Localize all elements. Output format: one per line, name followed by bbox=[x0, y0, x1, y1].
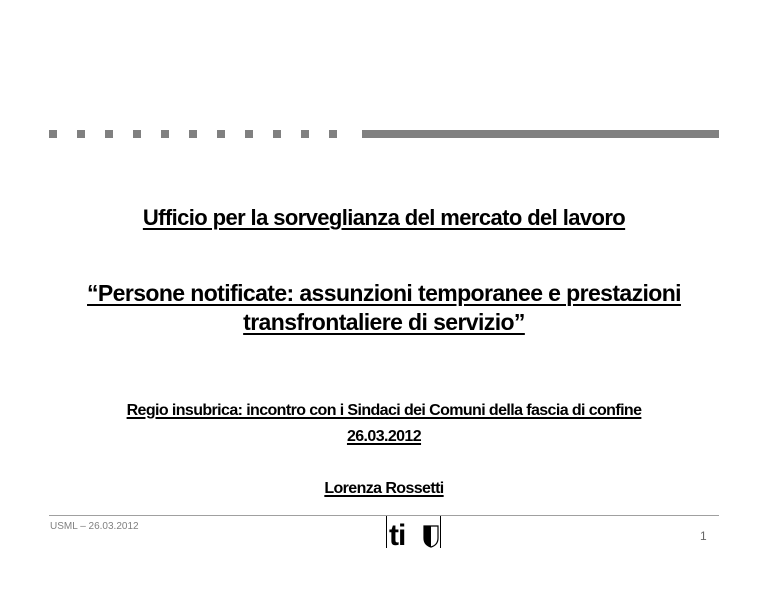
deco-square bbox=[217, 130, 225, 138]
event-subtitle bbox=[0, 398, 768, 450]
canton-ticino-shield-icon bbox=[424, 526, 438, 547]
event-date: 26.03.2012 bbox=[346, 428, 422, 445]
office-title bbox=[0, 204, 768, 232]
logo-text: ti bbox=[389, 519, 406, 548]
deco-square bbox=[133, 130, 141, 138]
deco-square bbox=[301, 130, 309, 138]
deco-square bbox=[329, 130, 337, 138]
presentation-title-line-2: transfrontaliere di servizio” bbox=[243, 309, 525, 335]
deco-square bbox=[273, 130, 281, 138]
deco-square bbox=[161, 130, 169, 138]
presentation-title-line-1: “Persone notificate: assunzioni temporanee e prestazioni bbox=[87, 280, 681, 306]
footer-divider bbox=[49, 515, 719, 516]
decorative-divider bbox=[49, 129, 719, 139]
deco-square bbox=[77, 130, 85, 138]
deco-bar bbox=[362, 130, 719, 138]
event-name: Regio insubrica: incontro con i Sindaci dei Comuni della fascia di confine bbox=[126, 402, 642, 419]
office-title-text: Ufficio per la sorveglianza del mercato del lavoro bbox=[142, 205, 626, 230]
presenter-name: Lorenza Rossetti bbox=[324, 480, 444, 497]
presenter bbox=[0, 476, 768, 502]
deco-square bbox=[49, 130, 57, 138]
footer-label: USML – 26.03.2012 bbox=[50, 521, 139, 532]
deco-square bbox=[245, 130, 253, 138]
deco-square bbox=[189, 130, 197, 138]
page-number: 1 bbox=[700, 529, 707, 543]
deco-square bbox=[105, 130, 113, 138]
ticino-logo bbox=[386, 516, 441, 548]
presentation-title bbox=[0, 279, 768, 337]
